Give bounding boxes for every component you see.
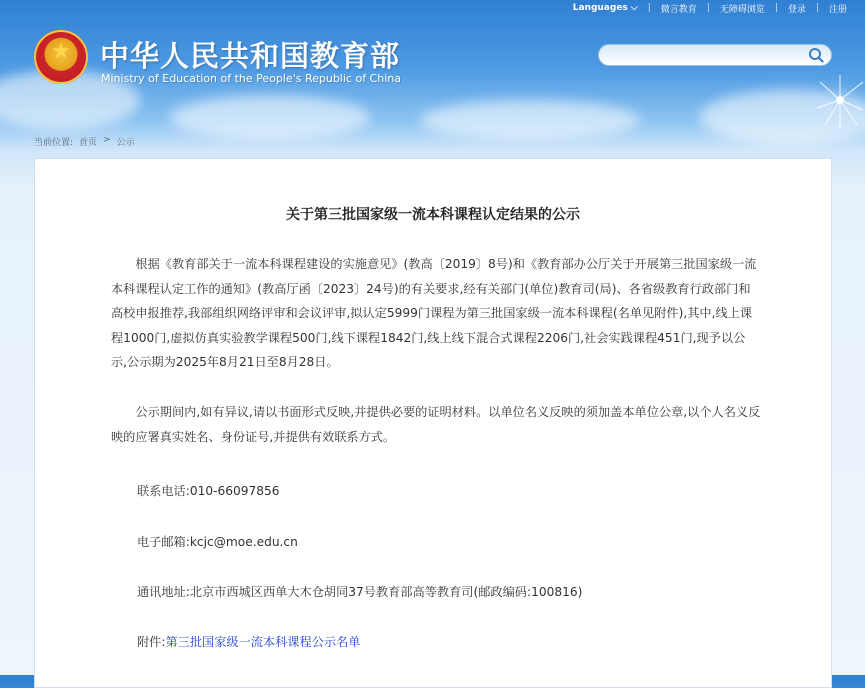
- article-panel: [34, 158, 832, 688]
- article-paragraph-2: 公示期间内,如有异议,请以书面形式反映,并提供必要的证明材料。以单位名义反映的须加盖本单位公章,以个人名义反映的应署真实姓名、身份证号,并提供有效联系方式。: [111, 405, 761, 444]
- divider: |: [774, 3, 778, 13]
- accessibility-link[interactable]: 无障碍浏览: [719, 4, 765, 15]
- register-link[interactable]: 注册: [828, 4, 847, 15]
- national-emblem-icon[interactable]: [34, 30, 88, 84]
- search-box: [598, 44, 832, 66]
- languages-label: Languages: [572, 3, 628, 13]
- contact-email: 电子邮箱:kcjc@moe.edu.cn: [137, 535, 298, 549]
- languages-menu[interactable]: [573, 3, 638, 13]
- divider: |: [706, 3, 710, 13]
- search-icon[interactable]: [807, 47, 825, 63]
- search-input[interactable]: [609, 47, 803, 65]
- article-paragraph-1: 根据《教育部关于一流本科课程建设的实施意见》(教高〔2019〕8号)和《教育部办公厅关于开展第三批国家级一流本科课程认定工作的通知》(教高厅函〔2023〕24号)的有关要求,经有关部门(单位)教育司(局)、各省级教育行政部门和高校申报推荐,我部组织网络评审和会议评审,拟认定5999门课程为第三批国家级一流本科课程(名单见附件),其中,线上课程1000门,虚拟仿真实验教学课程500门,线下课程1842门,线上线下混合式课程2206门,社会实践课程451门,现予以公示,公示期为2025年8月21日至8月28日。: [111, 257, 757, 369]
- divider: |: [815, 3, 819, 13]
- site-title[interactable]: 中华人民共和国教育部: [100, 39, 401, 73]
- attachment-label: 附件:: [137, 635, 166, 649]
- contact-address: 通讯地址:北京市西城区西单大木仓胡同37号教育部高等教育司(邮政编码:100816): [137, 585, 583, 599]
- login-link[interactable]: 登录: [787, 4, 806, 15]
- breadcrumb-separator: >: [103, 135, 111, 145]
- attachment-link[interactable]: 第三批国家级一流本科课程公示名单: [165, 635, 361, 649]
- top-links-bar: [573, 0, 847, 16]
- breadcrumb-prefix: 当前位置:: [34, 138, 74, 148]
- chevron-down-icon: ⌵: [630, 3, 638, 13]
- divider: |: [647, 3, 651, 13]
- breadcrumb: [34, 135, 135, 148]
- site-subtitle: Ministry of Education of the People's Republic of China: [101, 72, 401, 85]
- weiyan-jiaoyu-link[interactable]: 微言教育: [660, 4, 697, 15]
- breadcrumb-announcement-link[interactable]: 公示: [116, 138, 135, 148]
- cloud-decoration: [420, 100, 640, 140]
- breadcrumb-home-link[interactable]: 首页: [79, 138, 98, 148]
- cloud-decoration: [170, 95, 370, 140]
- contact-phone: 联系电话:010-66097856: [137, 484, 280, 498]
- dandelion-decoration: [795, 70, 865, 130]
- attachment-row: [137, 633, 360, 650]
- article-title: 关于第三批国家级一流本科课程认定结果的公示: [286, 207, 580, 223]
